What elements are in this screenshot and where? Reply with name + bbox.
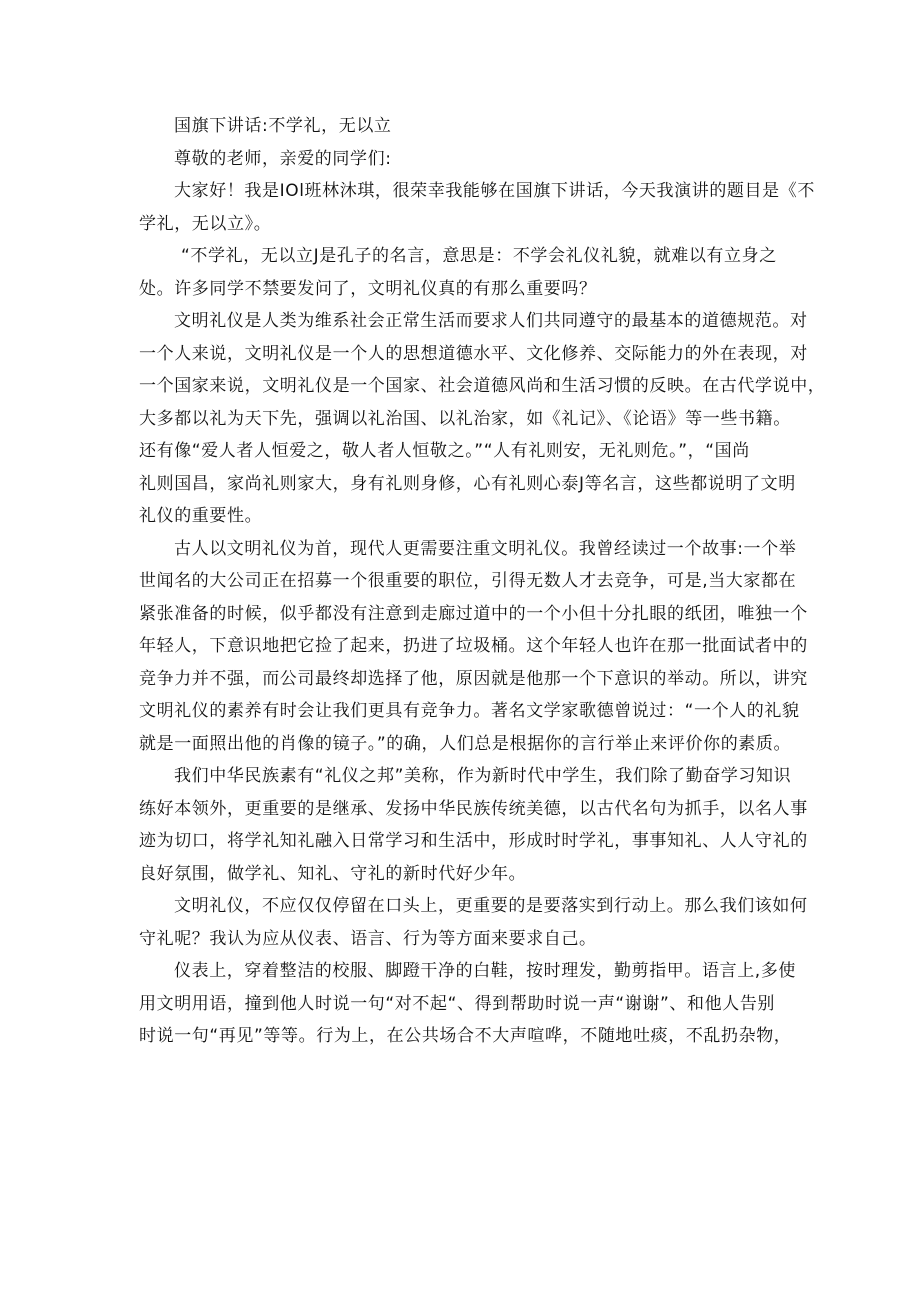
text-line: 就是一面照出他的肖像的镜子。”的确，人们总是根据你的言行举止来评价你的素质。 [139, 733, 792, 754]
text-line: 竞争力并不强，而公司最终却选择了他，原因就是他那一个下意识的举动。所以，讲究 [139, 668, 808, 689]
text-line: 用文明用语，撞到他人时说一句“对不起“、得到帮助时说一声“谢谢”、和他人告别 [139, 993, 776, 1014]
text-line: 时说一句“再见”等等。行为上，在公共场合不大声喧哗，不随地吐痰，不乱扔杂物， [139, 1026, 792, 1046]
text-line: 迹为切口，将学礼知礼融入日常学习和生活中，形成时时学礼，事事知礼、人人守礼的 [139, 831, 808, 851]
greeting-line: 尊敬的老师，亲爱的同学们: [174, 148, 392, 169]
text-line: 一个人来说，文明礼仪是一个人的思想道德水平、文化修养、交际能力的外在表现，对 [139, 343, 808, 364]
paragraph-3 [139, 305, 826, 533]
text-line: 年轻人，下意识地把它捡了起来，扔进了垃圾桶。这个年轻人也许在那一批面试者中的 [139, 636, 808, 656]
text-line: 我们中华民族素有“礼仪之邦”美称，作为新时代中学生，我们除了勤奋学习知识 [174, 766, 792, 786]
paragraph-6 [139, 890, 808, 955]
paragraph-5 [139, 760, 808, 890]
text-line: 练好本领外，更重要的是继承、发扬中华民族传统美德，以古代名句为抓手，以名人事 [139, 798, 808, 819]
text-line: 文明礼仪是人类为维系社会正常生活而要求人们共同遵守的最基本的道德规范。对 [174, 311, 808, 331]
text-line: 世闻名的大公司正在招募一个很重要的职位，引得无数人才去竞争，可是,当大家都在 [139, 571, 797, 591]
text-line: 仪表上，穿着整洁的校服、脚蹬干净的白鞋，按时理发，勤剪指甲。语言上,多使 [174, 961, 797, 981]
text-line: 礼仪的重要性。 [139, 506, 263, 526]
paragraph-4 [139, 533, 808, 761]
text-line: 紧张准备的时候，似乎都没有注意到走廊过道中的一个小但十分扎眼的纸团，唯独一个 [139, 603, 808, 624]
speech-body [139, 110, 826, 1053]
text-line: 古人以文明礼仪为首，现代人更需要注重文明礼仪。我曾经读过一个故事:一个举 [174, 538, 797, 559]
text-line: 礼则国昌，家尚礼则家大，身有礼则身修，心有礼则心泰J等名言，这些都说明了文明 [139, 473, 796, 494]
text-line: 处。许多同学不禁要发问了，文明礼仪真的有那么重要吗？ [139, 278, 597, 299]
text-line: “不学礼，无以立J是孔子的名言，意思是：不学会礼仪礼貌，就难以有立身之 [181, 246, 777, 266]
text-line: 大家好！我是IOl班林沐琪，很荣幸我能够在国旗下讲话，今天我演讲的题目是《不 [174, 181, 815, 201]
paragraph-2 [139, 240, 799, 305]
speech-title: 国旗下讲话:不学礼，无以立 [174, 116, 392, 136]
paragraph-1 [139, 175, 815, 240]
text-line: 一个国家来说，文明礼仪是一个国家、社会道德风尚和生活习惯的反映。在古代学说中， [139, 376, 826, 396]
text-line: 文明礼仪，不应仅仅停留在口头上，更重要的是要落实到行动上。那么我们该如何 [174, 896, 808, 916]
text-line: 良好氛围，做学礼、知礼、守礼的新时代好少年。 [139, 863, 527, 884]
text-line: 守礼呢？我认为应从仪表、语言、行为等方面来要求自己。 [139, 928, 597, 949]
text-line: 还有像“爱人者人恒爱之，敬人者人恒敬之。”“人有礼则安，无礼则危。”，“国尚 [139, 441, 750, 461]
text-line: 文明礼仪的素养有时会让我们更具有竞争力。著名文学家歌德曾说过：“一个人的礼貌 [139, 701, 800, 721]
paragraph-7 [139, 955, 799, 1053]
text-line: 大多都以礼为天下先，强调以礼治国、以礼治家，如《礼记》、《论语》等一些书籍。 [139, 408, 791, 429]
text-line: 学礼，无以立》。 [139, 213, 272, 234]
